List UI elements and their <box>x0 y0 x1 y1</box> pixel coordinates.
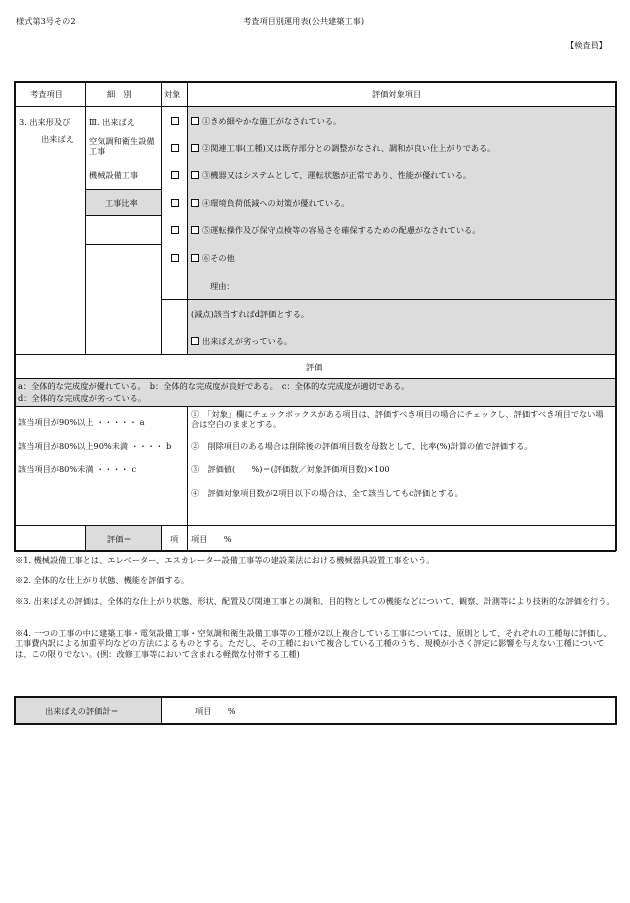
criteria-item-1[interactable]: ①きめ細やかな施工がなされている。 <box>191 116 341 126</box>
detail-sub1: 空気調和衛生設備工事 <box>89 136 155 157</box>
note-3: ③ 評価値( %)＝(評価数／対象評価項目数)×100 <box>191 464 390 474</box>
footnote-4: ※4. 一つの工事の中に建築工事・電気設備工事・空気調和衛生設備工事等の工種が2以上複合している工事については、原則として、それぞれの工種毎に評価し、工事費内訳による加重平均などの方法によるものとする。ただし、その工種において複合している工種のうち、規模が小さく評定に影響を与えない工種については、この限りでない。(例：改修工事等において含まれる軽微な付帯する工種) <box>15 628 612 659</box>
criteria-item-4[interactable]: ④環境負荷低減への対策が優れている。 <box>191 198 349 208</box>
ratio-label: 工事比率 <box>105 198 138 208</box>
criteria-item-3[interactable]: ③機器又はシステムとして、運転状態が正常であり、性能が優れている。 <box>191 170 471 180</box>
reason-label: 理由： <box>210 281 235 291</box>
eval-label: 評価＝ <box>107 534 132 544</box>
deduction-title: (減点)該当すればd評価とする。 <box>191 309 310 319</box>
grade-line-1: a：全体的な完成度が優れている。 b：全体的な完成度が良好である。 c：全体的な完成度が適切である。 <box>18 381 410 391</box>
deduction-item[interactable]: 出来ばえが劣っている。 <box>191 336 292 346</box>
criteria-item-6[interactable]: ⑥その他 <box>191 253 235 263</box>
criteria-checkbox[interactable] <box>191 117 199 125</box>
table-top <box>14 81 616 83</box>
deduction-checkbox[interactable] <box>191 337 199 345</box>
ratio-input[interactable] <box>86 216 161 244</box>
col-header-detail: 細 別 <box>107 89 132 99</box>
threshold-a: 該当項目が90%以上 ・・・・・ a <box>18 417 145 427</box>
threshold-b: 該当項目が80%以上90%未満 ・・・・ b <box>18 441 172 451</box>
threshold-c: 該当項目が80%未満 ・・・・ c <box>18 464 137 474</box>
target-checkbox-2[interactable] <box>171 144 179 152</box>
criteria-checkbox[interactable] <box>191 254 199 262</box>
note-4: ④ 評価対象項目数が2項目以下の場合は、全て該当してもc評価とする。 <box>191 488 463 498</box>
footnote-1: ※1. 機械設備工事とは、エレベーター、エスカレーター設備工事等の建設業法における機械器具設置工事をいう。 <box>15 555 435 565</box>
target-checkbox-4[interactable] <box>171 199 179 207</box>
note-2: ② 削除項目のある場合は削除後の評価項目数を母数として、比率(%)計算の値で評価する。 <box>191 441 533 451</box>
note-1: ① 「対象」欄にチェックボックスがある項目は、評価すべき項目の場合にチェックし、評価すべき項目でない場合は空白のままとする。 <box>191 409 604 430</box>
detail-main: Ⅲ. 出来ばえ <box>89 117 135 127</box>
grade-line-2: d：全体的な完成度が劣っている。 <box>18 393 147 403</box>
summary-value[interactable]: 項目 % <box>195 706 236 716</box>
target-checkbox-3[interactable] <box>171 171 179 179</box>
criteria-checkbox[interactable] <box>191 171 199 179</box>
col-header-criteria: 評価対象項目 <box>372 89 422 99</box>
form-number: 様式第3号その2 <box>16 16 76 26</box>
page-title: 考査項目別運用表(公共建築工事) <box>243 16 365 26</box>
item-name-line2: 出来ばえ <box>41 134 74 144</box>
inspector-label: 【検査員】 <box>566 40 607 50</box>
criteria-item-2[interactable]: ②関連工事(工種)又は既存部分との調整がなされ、調和が良い仕上がりである。 <box>191 143 495 153</box>
eval-unit: 項 <box>170 534 179 544</box>
target-checkbox-1[interactable] <box>171 117 179 125</box>
footnote-3: ※3. 出来ばえの評価は、全体的な仕上がり状態、形状、配置及び関連工事との調和、目的物としての機能などについて、観察、計測等により技術的な評価を行う。 <box>15 596 615 606</box>
criteria-checkbox[interactable] <box>191 199 199 207</box>
footnote-2: ※2. 全体的な仕上がり状態、機能を評価する。 <box>15 575 190 585</box>
eval-value[interactable]: 項目 % <box>191 534 232 544</box>
col-header-item: 考査項目 <box>30 89 63 99</box>
item-name-line1: 3. 出来形及び <box>19 117 71 127</box>
target-checkbox-5[interactable] <box>171 226 179 234</box>
col-header-target: 対象 <box>164 89 181 99</box>
target-checkbox-6[interactable] <box>171 254 179 262</box>
criteria-checkbox[interactable] <box>191 226 199 234</box>
summary-label: 出来ばえの評価計＝ <box>45 706 119 716</box>
criteria-item-5[interactable]: ⑤運転操作及び保守点検等の容易さを確保するための配慮がなされている。 <box>191 225 480 235</box>
criteria-checkbox[interactable] <box>191 144 199 152</box>
evaluation-header: 評価 <box>306 362 323 372</box>
detail-sub2: 機械設備工事 <box>89 170 139 180</box>
